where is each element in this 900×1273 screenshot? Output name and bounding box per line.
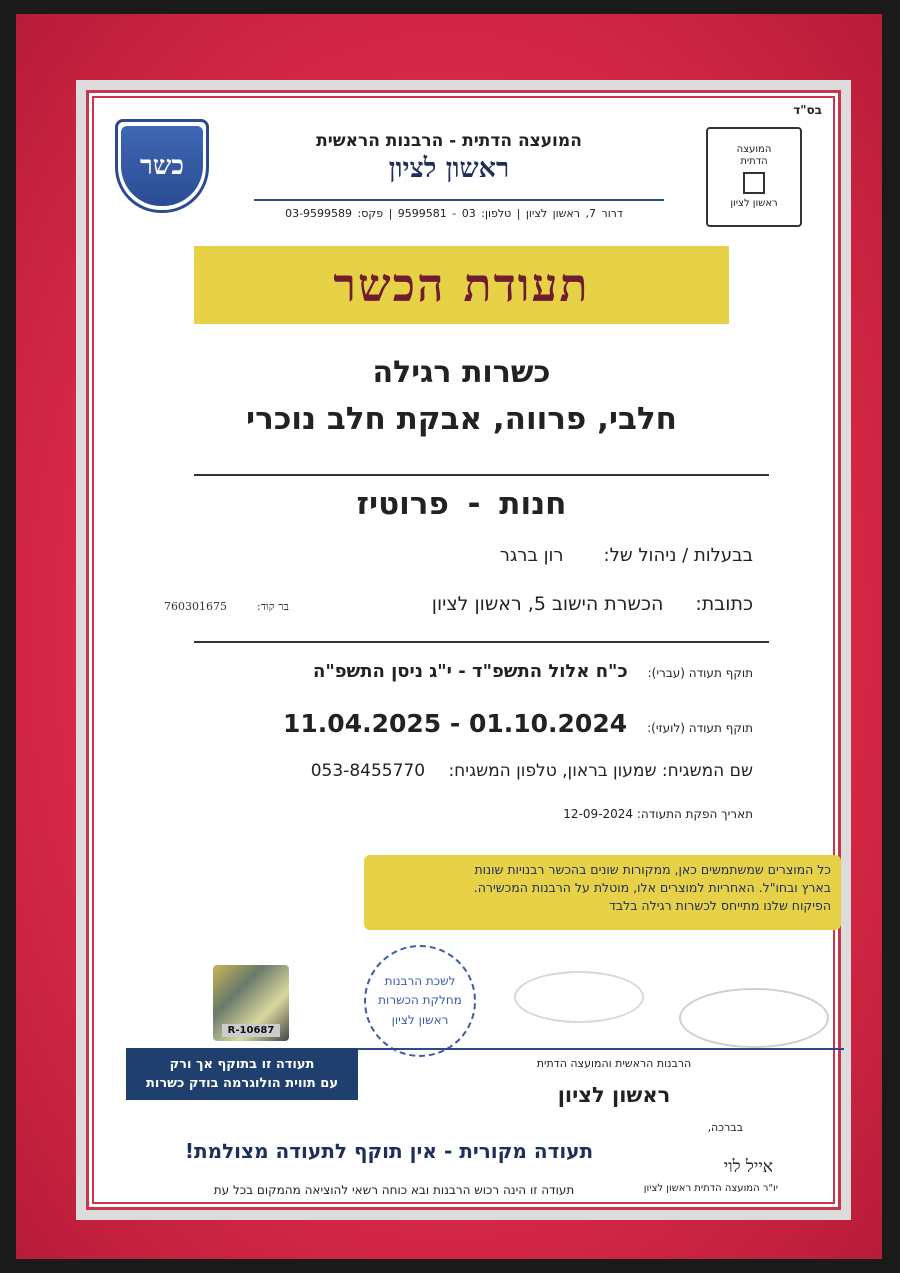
- owner-label: בבעלות / ניהול של:: [603, 545, 753, 566]
- hologram-notice: [126, 1048, 358, 1100]
- hologram-sticker: [213, 965, 289, 1041]
- business-name: חנות - פרוטיז: [356, 486, 567, 522]
- council-logo-line1: המועצה: [736, 144, 772, 155]
- stamp-line1: לשכת הרבנות: [384, 974, 456, 989]
- kashrut-items: חלבי, פרווה, אבקת חלב נוכרי: [246, 401, 677, 437]
- certificate-title: תעודת הכשר: [194, 246, 729, 324]
- council-logo-line2: הדתית: [740, 156, 768, 167]
- validity-hebrew-value: כ"ח אלול התשפ"ד - י"ג ניסן התשפ"ה: [312, 661, 628, 682]
- faded-stamp: [514, 971, 644, 1023]
- header-divider: [254, 199, 664, 201]
- original-notice: תעודה מקורית - אין תוקף לתעודה מצולמת!: [184, 1139, 594, 1163]
- address-label: כתובת:: [695, 593, 753, 615]
- rabbi-title: יו"ר המועצה הדתית ראשון לציון: [643, 1183, 778, 1194]
- bsd-mark: בס"ד: [793, 103, 822, 117]
- issue-date-label: תאריך הפקת התעודה:: [636, 807, 753, 821]
- supervisor-phone: 053-8455770: [310, 761, 426, 781]
- notice-line1: כל המוצרים שמשתמשים כאן, ממקורות שונים בהכשר רבנויות שונות: [474, 862, 831, 877]
- hologram-code: R-10687: [222, 1024, 281, 1037]
- rabbinate-stamp: [364, 945, 476, 1057]
- validity-gregorian-row: [283, 709, 753, 738]
- validity-hebrew-row: [313, 661, 753, 682]
- signature-line: [354, 1048, 844, 1050]
- kosher-logo: [115, 119, 209, 213]
- council-logo-line3: ראשון לציון: [730, 198, 778, 209]
- header-authority: המועצה הדתית - הרבנות הראשית: [316, 131, 582, 151]
- divider-middle: [194, 641, 769, 643]
- signature-authority: הרבנות הראשית והמועצה הדתית: [536, 1057, 692, 1070]
- header-city: ראשון לציון: [388, 153, 510, 184]
- notice-line2: בארץ ובחו"ל. האחריות למוצרים אלו, מוטלת על הרבנות המכשירה.: [473, 880, 831, 896]
- owner-value: רון ברגר: [499, 545, 564, 566]
- footer-note: תעודה זו הינה רכוש הרבנות ובא כוחה רשאי להוציאה מהמקום בכל עת: [213, 1183, 575, 1197]
- notice-line3: הפיקוח שלנו מתייחס לכשרות רגילה בלבד: [609, 898, 831, 914]
- issue-date-value: 12-09-2024: [563, 807, 634, 821]
- validity-gregorian-value: 11.04.2025 - 01.10.2024: [283, 709, 628, 738]
- certificate-paper: [76, 80, 851, 1220]
- validity-hebrew-label: תוקף תעודה (עברי):: [647, 666, 753, 680]
- stamp-line2: מחלקת הכשרות: [378, 993, 462, 1008]
- address-value: הכשרת הישוב 5, ראשון לציון: [431, 593, 664, 615]
- hologram-notice-line2: עם תווית הולוגרמה בודק כשרות: [145, 1076, 339, 1091]
- supervisor-row: [311, 761, 753, 781]
- owner-row: [500, 545, 753, 566]
- signature-city: ראשון לציון: [557, 1083, 671, 1107]
- validity-gregorian-label: תוקף תעודה (לועזי):: [647, 721, 753, 735]
- barcode-value: 760301675: [164, 600, 227, 613]
- rabbi-signature: אייל לוי: [723, 1157, 773, 1177]
- barcode-row: [164, 600, 289, 613]
- certificate-border: [86, 90, 841, 1210]
- religious-council-logo: [706, 127, 802, 227]
- supervisor-name: שמעון בראון,: [562, 761, 657, 781]
- header-contact: דרור 7, ראשון לציון | טלפון: 03 - 9599581 | פקס: 03-9599589: [285, 207, 623, 220]
- blessing: בברכה,: [707, 1121, 743, 1134]
- emblem-icon: [743, 172, 765, 194]
- address-row: [432, 593, 753, 615]
- kashrut-type: כשרות רגילה: [372, 355, 551, 390]
- red-frame: [16, 14, 882, 1259]
- supervisor-label: שם המשגיח:: [661, 761, 753, 781]
- divider-top: [194, 474, 769, 476]
- supervisor-phone-label: טלפון המשגיח:: [448, 761, 557, 781]
- barcode-label: בר קוד:: [257, 600, 289, 613]
- issue-date-row: [563, 807, 753, 821]
- kosher-logo-text: כשר: [121, 126, 203, 206]
- hologram-notice-line1: תעודה זו בתוקף אך ורק: [169, 1056, 315, 1072]
- kashrut-notice: [364, 855, 841, 930]
- stamp-line3: ראשון לציון: [391, 1012, 449, 1027]
- signature-stamp: [679, 988, 829, 1048]
